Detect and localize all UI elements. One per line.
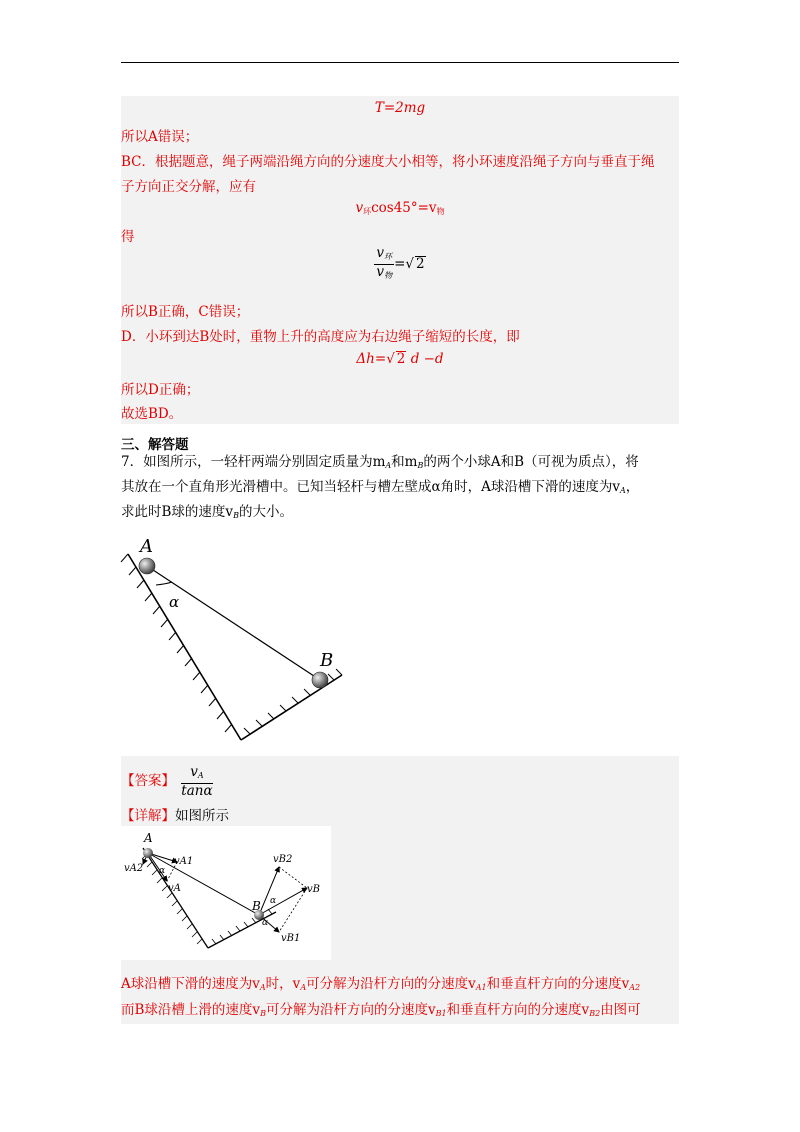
equation-tension: T=2mg [374,100,426,116]
equation-delta-h: Δh=√ 2 d −d [356,351,444,367]
fig2-label-alpha-b2: α [262,918,269,928]
bc-line-1: BC．根据题意，绳子两端沿绳方向的分速度大小相等，将小环速度沿绳子方向与垂直于绳 [121,154,655,170]
explanation-line-2: 而B球沿槽上滑的速度$v_B$可分解为沿杆方向的分速度$v_{B1}$和垂直杆方向的分速度$v_{B2}$由图可 [121,1002,641,1018]
d-line: D．小环到达B处时，重物上升的高度应为右边绳子缩短的长度，即 [121,329,520,345]
fig2-label-b: B [252,899,261,913]
answer-tag: 【答案】 [121,773,175,789]
question-line-2: 其放在一个直角形光滑槽中。已知当轻杆与槽左壁成α角时，A球沿槽下滑的速度为$v_A$， [121,479,640,495]
ball-b [312,672,328,688]
fig2-label-a: A [144,831,153,845]
fig2-label-vb1: vB1 [281,933,301,944]
fig2-label-alpha-b: α [270,896,277,906]
detail-line: 【详解】如图所示 [121,808,229,824]
statement-b-right: 所以B正确，C错误； [121,304,250,320]
solution-block-top [121,96,679,424]
rod [147,566,320,680]
label-b: B [320,650,334,671]
label-a: A [140,536,153,557]
equation-ratio: $\frac{v_环}{v_物}$ =√ 2 [121,246,679,283]
header-rule [121,62,679,63]
angle-arc [156,582,172,585]
answer-block [121,756,679,1024]
detail-tag: 【详解】 [121,808,175,824]
fig2-label-alpha-a: α [159,866,166,876]
fig2-label-vb2: vB2 [273,854,293,865]
left-wall-hatching [121,554,232,732]
question-figure [120,532,360,747]
fig2-label-vb: vB [307,884,320,895]
statement-d-right: 所以D正确； [121,382,200,398]
fig2-label-va2: vA2 [124,863,144,874]
statement-a-wrong: 所以A错误； [121,129,199,145]
explanation-line-1: A球沿槽下滑的速度为$v_A$时，$v_A$可分解为沿杆方向的分速度$v_{A1}$和垂直杆方向的分速度$v_{A2}$ [121,976,641,992]
question-line-1: 7．如图所示，一轻杆两端分别固定质量为$m_A$和$m_B$的两个小球A和B（可视为质点），将 [121,454,639,470]
label-alpha: α [169,593,180,611]
answer-fraction: $\frac{v_A}{\tan\alpha}$ [181,764,213,799]
ratio-fraction: $\frac{v_环}{v_物}$ [376,245,393,280]
equation-velocity: $v_环\cos 45^\circ=v_物$ [355,200,445,216]
solution-figure [121,826,331,960]
ball-a [139,558,155,574]
question-line-3: 求此时B球的速度$v_B$的大小。 [121,504,293,520]
word-de: 得 [121,229,135,245]
right-wall [241,675,342,740]
section-heading: 三、解答题 [121,437,189,453]
fig2-label-va: vA [168,883,181,894]
statement-choose: 故选BD。 [121,406,183,422]
left-wall [128,554,241,740]
fig2-label-va1: vA1 [174,856,194,867]
answer-line [121,765,213,798]
bc-line-2: 子方向正交分解，应有 [121,179,256,195]
